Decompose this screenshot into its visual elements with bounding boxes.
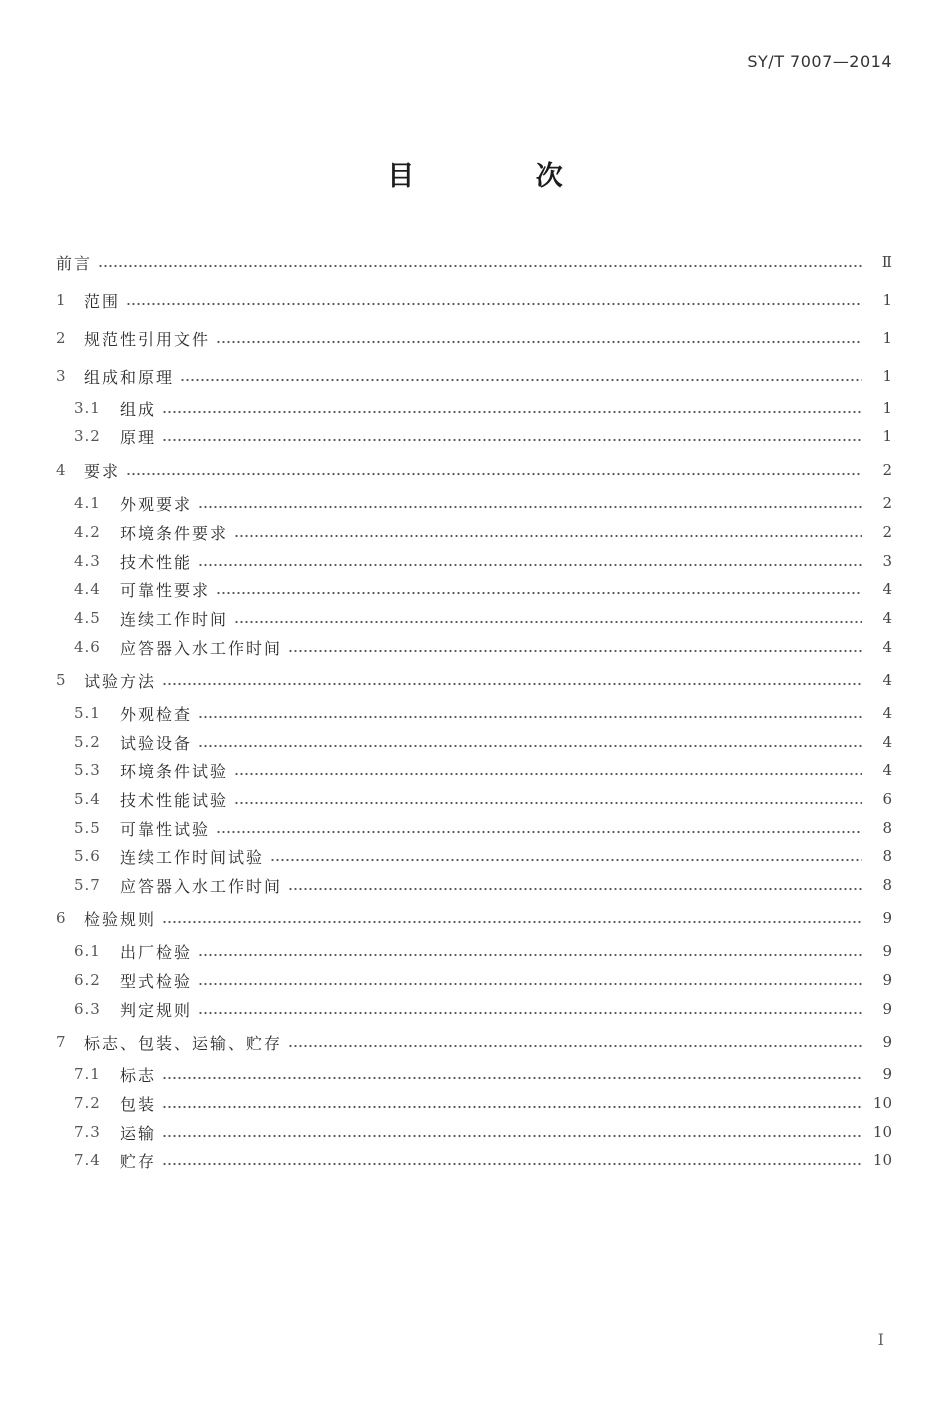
toc-entry-label: 原理	[120, 427, 157, 447]
dot-leader	[162, 666, 862, 694]
dot-leader	[288, 633, 862, 661]
toc-entry-number: 5.3	[74, 761, 101, 779]
toc-entry-page: 8	[882, 847, 892, 865]
dot-leader	[216, 575, 862, 603]
toc-entry-page: 10	[872, 1094, 892, 1112]
toc-entry-number: 7.4	[74, 1151, 101, 1169]
toc-entry[interactable]	[56, 785, 892, 813]
toc-entry[interactable]	[56, 362, 892, 390]
toc-entry-page: 8	[882, 819, 892, 837]
toc-entry-label: 范围	[84, 291, 121, 311]
toc-entry-label: 应答器入水工作时间	[120, 638, 283, 658]
toc-entry-number: 4.1	[74, 494, 101, 512]
toc-entry-page: Ⅱ	[881, 253, 892, 271]
toc-entry-number: 5.2	[74, 733, 101, 751]
toc-entry-label: 可靠性试验	[120, 819, 211, 839]
toc-entry-label: 前言	[56, 253, 93, 273]
toc-entry-label: 运输	[120, 1123, 157, 1143]
toc-entry-label: 标志、包装、运输、贮存	[84, 1033, 283, 1053]
toc-entry[interactable]	[56, 699, 892, 727]
toc-entry-page: 10	[872, 1123, 892, 1141]
document-code: SY/T 7007—2014	[747, 52, 892, 71]
toc-entry-number: 7.1	[74, 1065, 101, 1083]
toc-entry-number: 4	[56, 461, 66, 479]
toc-entry-page: 10	[872, 1151, 892, 1169]
toc-entry-label: 连续工作时间	[120, 609, 229, 629]
toc-entry-number: 7	[56, 1033, 66, 1051]
toc-entry-page: 4	[882, 704, 892, 722]
toc-entry-page: 4	[882, 671, 892, 689]
dot-leader	[162, 422, 862, 450]
toc-entry-label: 技术性能	[120, 552, 193, 572]
toc-entry-number: 5.5	[74, 819, 101, 837]
toc-entry-label: 技术性能试验	[120, 790, 229, 810]
toc-entry-page: 8	[882, 876, 892, 894]
toc-entry-label: 型式检验	[120, 971, 193, 991]
toc-entry[interactable]	[56, 575, 892, 603]
toc-entry[interactable]	[56, 248, 892, 276]
dot-leader	[198, 966, 862, 994]
toc-entry[interactable]	[56, 394, 892, 422]
toc-entry-number: 4.4	[74, 580, 101, 598]
dot-leader	[180, 362, 862, 390]
dot-leader	[126, 286, 862, 314]
toc-entry[interactable]	[56, 286, 892, 314]
toc-entry[interactable]	[56, 995, 892, 1023]
toc-entry-label: 应答器入水工作时间	[120, 876, 283, 896]
dot-leader	[234, 518, 862, 546]
toc-entry[interactable]	[56, 871, 892, 899]
toc-entry-number: 1	[56, 291, 66, 309]
toc-entry[interactable]	[56, 904, 892, 932]
toc-entry[interactable]	[56, 604, 892, 632]
toc-entry[interactable]	[56, 456, 892, 484]
toc-entry-number: 3	[56, 367, 66, 385]
toc-entry-label: 规范性引用文件	[84, 329, 211, 349]
toc-entry-label: 组成和原理	[84, 367, 175, 387]
toc-entry-page: 3	[882, 552, 892, 570]
toc-entry[interactable]	[56, 547, 892, 575]
toc-entry-number: 6.3	[74, 1000, 101, 1018]
page-number: Ⅰ	[877, 1330, 884, 1349]
dot-leader	[234, 756, 862, 784]
toc-title: 目 次	[387, 161, 619, 192]
dot-leader	[162, 1146, 862, 1174]
toc-entry-number: 6.2	[74, 971, 101, 989]
toc-entry[interactable]	[56, 518, 892, 546]
toc-entry-label: 外观检查	[120, 704, 193, 724]
dot-leader	[270, 842, 862, 870]
dot-leader	[198, 699, 862, 727]
toc-entry-label: 试验设备	[120, 733, 193, 753]
dot-leader	[288, 871, 862, 899]
dot-leader	[216, 324, 862, 352]
toc-entry-label: 可靠性要求	[120, 580, 211, 600]
toc-entry[interactable]	[56, 489, 892, 517]
dot-leader	[288, 1028, 862, 1056]
toc-entry-page: 2	[882, 461, 892, 479]
toc-entry-page: 1	[882, 367, 892, 385]
dot-leader	[126, 456, 862, 484]
toc-entry-number: 5.6	[74, 847, 101, 865]
toc-entry[interactable]	[56, 1028, 892, 1056]
toc-entry-page: 9	[882, 1065, 892, 1083]
toc-entry-page: 9	[882, 971, 892, 989]
dot-leader	[198, 547, 862, 575]
toc-entry-page: 1	[882, 329, 892, 347]
toc-entry-number: 7.3	[74, 1123, 101, 1141]
dot-leader	[198, 728, 862, 756]
toc-entry-page: 9	[882, 909, 892, 927]
toc-entry-label: 标志	[120, 1065, 157, 1085]
dot-leader	[162, 1089, 862, 1117]
toc-entry-number: 5.1	[74, 704, 101, 722]
toc-entry[interactable]	[56, 1060, 892, 1088]
toc-entry-label: 连续工作时间试验	[120, 847, 265, 867]
toc-entry-page: 4	[882, 580, 892, 598]
dot-leader	[216, 814, 862, 842]
toc-entry[interactable]	[56, 1089, 892, 1117]
toc-entry-page: 1	[882, 291, 892, 309]
dot-leader	[162, 904, 862, 932]
toc-entry-label: 贮存	[120, 1151, 157, 1171]
toc-entry[interactable]	[56, 842, 892, 870]
toc-entry-label: 出厂检验	[120, 942, 193, 962]
toc-entry-number: 5	[56, 671, 66, 689]
toc-entry[interactable]	[56, 937, 892, 965]
toc-entry-label: 环境条件试验	[120, 761, 229, 781]
dot-leader	[234, 785, 862, 813]
toc-entry-page: 4	[882, 761, 892, 779]
toc-entry[interactable]	[56, 1146, 892, 1174]
toc-entry-number: 4.2	[74, 523, 101, 541]
dot-leader	[162, 394, 862, 422]
toc-entry-number: 2	[56, 329, 66, 347]
toc-entry-page: 4	[882, 733, 892, 751]
toc-entry-page: 4	[882, 638, 892, 656]
toc-entry-page: 9	[882, 1000, 892, 1018]
dot-leader	[198, 489, 862, 517]
toc-entry-number: 3.2	[74, 427, 101, 445]
toc-entry-number: 6	[56, 909, 66, 927]
toc-entry[interactable]	[56, 756, 892, 784]
dot-leader	[198, 995, 862, 1023]
toc-entry-page: 2	[882, 494, 892, 512]
toc-entry-number: 3.1	[74, 399, 101, 417]
toc-entry-number: 5.4	[74, 790, 101, 808]
toc-entry[interactable]	[56, 1118, 892, 1146]
dot-leader	[162, 1118, 862, 1146]
toc-entry[interactable]	[56, 666, 892, 694]
toc-entry-number: 5.7	[74, 876, 101, 894]
toc-entry[interactable]	[56, 814, 892, 842]
toc-entry-page: 1	[882, 399, 892, 417]
toc-entry-label: 外观要求	[120, 494, 193, 514]
toc-entry-number: 4.5	[74, 609, 101, 627]
toc-entry-label: 要求	[84, 461, 121, 481]
toc-entry[interactable]	[56, 966, 892, 994]
toc-entry-label: 试验方法	[84, 671, 157, 691]
toc-entry[interactable]	[56, 422, 892, 450]
toc-entry[interactable]	[56, 324, 892, 352]
dot-leader	[98, 248, 862, 276]
toc-entry-label: 判定规则	[120, 1000, 193, 1020]
toc-entry-label: 包装	[120, 1094, 157, 1114]
toc-entry-page: 4	[882, 609, 892, 627]
toc-entry-page: 9	[882, 942, 892, 960]
toc-entry-page: 9	[882, 1033, 892, 1051]
toc-entry[interactable]	[56, 633, 892, 661]
toc-entry-number: 4.3	[74, 552, 101, 570]
dot-leader	[234, 604, 862, 632]
dot-leader	[162, 1060, 862, 1088]
toc-entry-page: 2	[882, 523, 892, 541]
toc-entry-page: 6	[882, 790, 892, 808]
toc-entry-label: 检验规则	[84, 909, 157, 929]
toc-entry[interactable]	[56, 728, 892, 756]
toc-entry-label: 环境条件要求	[120, 523, 229, 543]
dot-leader	[198, 937, 862, 965]
toc-entry-page: 1	[882, 427, 892, 445]
toc-entry-number: 6.1	[74, 942, 101, 960]
toc-entry-number: 7.2	[74, 1094, 101, 1112]
toc-entry-label: 组成	[120, 399, 157, 419]
toc-entry-number: 4.6	[74, 638, 101, 656]
